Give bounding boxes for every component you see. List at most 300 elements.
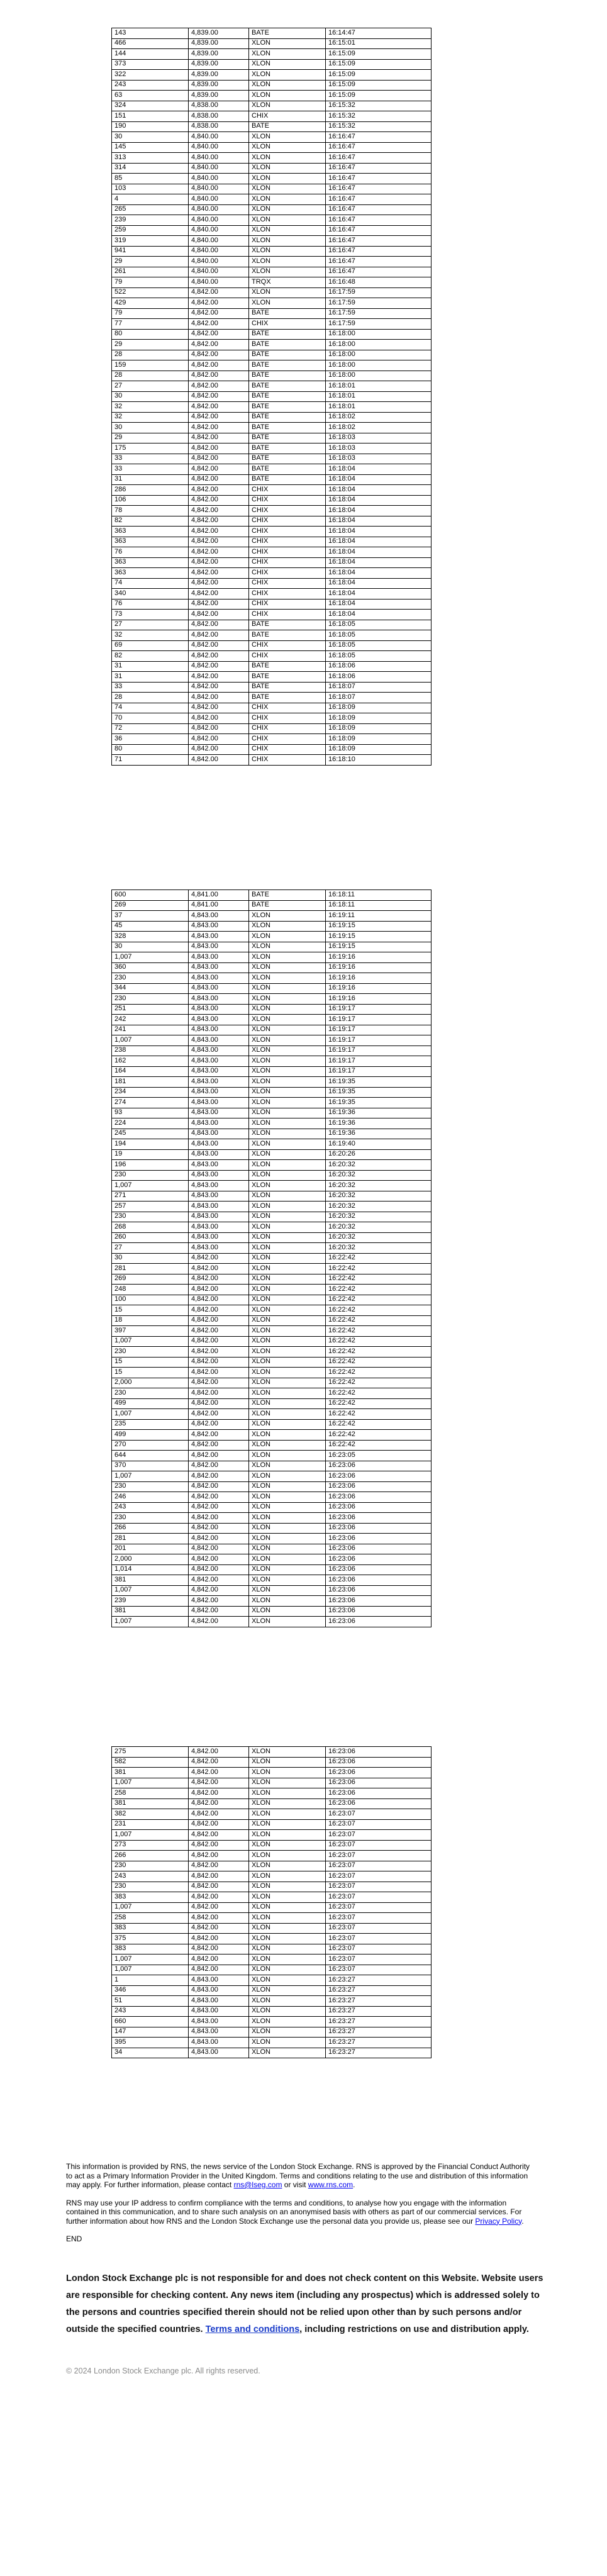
price-cell: 4,842.00 [189, 1295, 249, 1305]
venue-cell: XLON [249, 962, 326, 973]
table-row [112, 1285, 432, 1295]
table-row [112, 1388, 432, 1399]
venue-cell: XLON [249, 1778, 326, 1788]
table-row [112, 1902, 432, 1913]
venue-cell: XLON [249, 1902, 326, 1913]
volume-cell: 78 [112, 506, 189, 516]
price-cell: 4,842.00 [189, 1768, 249, 1778]
price-cell: 4,842.00 [189, 1840, 249, 1851]
volume-cell: 231 [112, 1819, 189, 1830]
volume-cell: 63 [112, 91, 189, 101]
venue-cell: CHIX [249, 744, 326, 755]
price-cell: 4,842.00 [189, 1902, 249, 1913]
price-cell: 4,842.00 [189, 1285, 249, 1295]
time-cell: 16:19:17 [326, 1066, 432, 1077]
venue-cell: XLON [249, 2048, 326, 2058]
price-cell: 4,842.00 [189, 547, 249, 558]
price-cell: 4,842.00 [189, 1809, 249, 1820]
table-row [112, 49, 432, 60]
rns-website-link[interactable]: www.rns.com [308, 2180, 354, 2189]
price-cell: 4,840.00 [189, 257, 249, 267]
price-cell: 4,842.00 [189, 412, 249, 423]
table-row [112, 464, 432, 475]
venue-cell: XLON [249, 1243, 326, 1254]
time-cell: 16:18:00 [326, 350, 432, 360]
price-cell: 4,843.00 [189, 1139, 249, 1150]
venue-cell: XLON [249, 994, 326, 1005]
volume-cell: 258 [112, 1788, 189, 1799]
time-cell: 16:23:06 [326, 1585, 432, 1596]
table-row [112, 557, 432, 568]
volume-cell: 235 [112, 1419, 189, 1430]
volume-cell: 281 [112, 1264, 189, 1274]
time-cell: 16:18:11 [326, 900, 432, 911]
table-row [112, 1502, 432, 1513]
venue-cell: BATE [249, 890, 326, 901]
volume-cell: 230 [112, 1861, 189, 1871]
venue-cell: XLON [249, 1747, 326, 1758]
venue-cell: BATE [249, 381, 326, 392]
venue-cell: XLON [249, 942, 326, 952]
price-cell: 4,842.00 [189, 713, 249, 724]
table-row [112, 1451, 432, 1461]
venue-cell: XLON [249, 1098, 326, 1108]
venue-cell: BATE [249, 423, 326, 433]
price-cell: 4,842.00 [189, 1471, 249, 1482]
time-cell: 16:20:32 [326, 1160, 432, 1171]
time-cell: 16:23:06 [326, 1596, 432, 1607]
time-cell: 16:22:42 [326, 1388, 432, 1399]
price-cell: 4,838.00 [189, 111, 249, 122]
volume-cell: 27 [112, 381, 189, 392]
price-cell: 4,842.00 [189, 1315, 249, 1326]
venue-cell: XLON [249, 1585, 326, 1596]
table-row [112, 59, 432, 70]
price-cell: 4,842.00 [189, 298, 249, 309]
volume-cell: 266 [112, 1851, 189, 1861]
table-row [112, 2027, 432, 2038]
table-row [112, 651, 432, 662]
time-cell: 16:23:07 [326, 1892, 432, 1903]
volume-cell: 274 [112, 1098, 189, 1108]
volume-cell: 270 [112, 1440, 189, 1451]
venue-cell: XLON [249, 215, 326, 226]
price-cell: 4,842.00 [189, 1934, 249, 1944]
time-cell: 16:23:07 [326, 1871, 432, 1882]
price-cell: 4,842.00 [189, 1596, 249, 1607]
table-row [112, 921, 432, 932]
price-cell: 4,843.00 [189, 952, 249, 963]
time-cell: 16:22:42 [326, 1409, 432, 1420]
time-cell: 16:19:17 [326, 1015, 432, 1025]
volume-cell: 273 [112, 1840, 189, 1851]
price-cell: 4,840.00 [189, 236, 249, 247]
volume-cell: 466 [112, 38, 189, 49]
table-row [112, 568, 432, 579]
price-cell: 4,843.00 [189, 1066, 249, 1077]
time-cell: 16:16:47 [326, 267, 432, 277]
venue-cell: XLON [249, 1617, 326, 1627]
time-cell: 16:20:32 [326, 1212, 432, 1222]
venue-cell: CHIX [249, 589, 326, 599]
venue-cell: XLON [249, 1202, 326, 1212]
time-cell: 16:23:07 [326, 1965, 432, 1975]
time-cell: 16:18:04 [326, 568, 432, 579]
time-cell: 16:22:42 [326, 1368, 432, 1378]
table-row [112, 329, 432, 340]
table-row [112, 2038, 432, 2048]
table-row [112, 111, 432, 122]
venue-cell: XLON [249, 132, 326, 143]
table-row [112, 703, 432, 713]
table-row [112, 1851, 432, 1861]
price-cell: 4,843.00 [189, 2048, 249, 2058]
volume-cell: 33 [112, 682, 189, 693]
price-cell: 4,842.00 [189, 599, 249, 610]
price-cell: 4,840.00 [189, 204, 249, 215]
volume-cell: 275 [112, 1747, 189, 1758]
volume-cell: 363 [112, 537, 189, 547]
volume-cell: 660 [112, 2017, 189, 2027]
venue-cell: BATE [249, 121, 326, 132]
venue-cell: BATE [249, 661, 326, 672]
price-cell: 4,843.00 [189, 1025, 249, 1035]
table-row [112, 1513, 432, 1524]
volume-cell: 33 [112, 464, 189, 475]
table-row [112, 1045, 432, 1056]
time-cell: 16:23:07 [326, 1934, 432, 1944]
venue-cell: XLON [249, 1461, 326, 1471]
venue-cell: XLON [249, 1975, 326, 1986]
rns-email-link[interactable]: rns@lseg.com [233, 2180, 282, 2189]
table-row [112, 1430, 432, 1441]
volume-cell: 30 [112, 132, 189, 143]
price-cell: 4,842.00 [189, 454, 249, 464]
table-row [112, 1398, 432, 1409]
price-cell: 4,843.00 [189, 1098, 249, 1108]
price-cell: 4,842.00 [189, 1798, 249, 1809]
time-cell: 16:22:42 [326, 1357, 432, 1368]
table-row [112, 1788, 432, 1799]
price-cell: 4,842.00 [189, 1430, 249, 1441]
table-row [112, 911, 432, 922]
time-cell: 16:18:00 [326, 371, 432, 381]
volume-cell: 258 [112, 1913, 189, 1924]
volume-cell: 85 [112, 174, 189, 184]
time-cell: 16:18:11 [326, 890, 432, 901]
time-cell: 16:23:27 [326, 2006, 432, 2017]
time-cell: 16:18:05 [326, 630, 432, 641]
terms-and-conditions-link[interactable]: Terms and conditions [205, 2324, 300, 2334]
volume-cell: 15 [112, 1368, 189, 1378]
table-row [112, 1554, 432, 1565]
venue-cell: XLON [249, 1045, 326, 1056]
table-row [112, 174, 432, 184]
volume-cell: 243 [112, 1871, 189, 1882]
time-cell: 16:19:16 [326, 973, 432, 984]
volume-cell: 190 [112, 121, 189, 132]
time-cell: 16:19:35 [326, 1098, 432, 1108]
time-cell: 16:23:06 [326, 1768, 432, 1778]
venue-cell: BATE [249, 672, 326, 683]
table-row [112, 1481, 432, 1492]
price-cell: 4,842.00 [189, 360, 249, 371]
price-cell: 4,843.00 [189, 1181, 249, 1191]
time-cell: 16:23:07 [326, 1902, 432, 1913]
volume-cell: 28 [112, 350, 189, 360]
table-row [112, 1326, 432, 1337]
volume-cell: 248 [112, 1285, 189, 1295]
venue-cell: XLON [249, 1368, 326, 1378]
venue-cell: XLON [249, 1564, 326, 1575]
price-cell: 4,842.00 [189, 1409, 249, 1420]
time-cell: 16:23:27 [326, 2048, 432, 2058]
table-row [112, 1861, 432, 1871]
time-cell: 16:18:07 [326, 693, 432, 703]
table-row [112, 640, 432, 651]
price-cell: 4,843.00 [189, 1129, 249, 1139]
venue-cell: CHIX [249, 557, 326, 568]
price-cell: 4,843.00 [189, 2038, 249, 2048]
volume-cell: 143 [112, 28, 189, 39]
venue-cell: XLON [249, 1025, 326, 1035]
time-cell: 16:23:27 [326, 2027, 432, 2038]
venue-cell: XLON [249, 267, 326, 277]
volume-cell: 79 [112, 308, 189, 319]
volume-cell: 241 [112, 1025, 189, 1035]
price-cell: 4,843.00 [189, 1222, 249, 1233]
price-cell: 4,842.00 [189, 1861, 249, 1871]
volume-cell: 324 [112, 101, 189, 111]
price-cell: 4,843.00 [189, 911, 249, 922]
table-row [112, 1985, 432, 1996]
price-cell: 4,842.00 [189, 381, 249, 392]
price-cell: 4,842.00 [189, 755, 249, 766]
table-row [112, 350, 432, 360]
venue-cell: XLON [249, 1606, 326, 1617]
volume-cell: 76 [112, 599, 189, 610]
table-row [112, 423, 432, 433]
time-cell: 16:23:06 [326, 1798, 432, 1809]
venue-cell: CHIX [249, 527, 326, 537]
venue-cell: CHIX [249, 599, 326, 610]
table-row [112, 1798, 432, 1809]
volume-cell: 243 [112, 80, 189, 91]
time-cell: 16:18:04 [326, 610, 432, 620]
price-cell: 4,842.00 [189, 1264, 249, 1274]
price-cell: 4,843.00 [189, 921, 249, 932]
price-cell: 4,840.00 [189, 194, 249, 205]
venue-cell: XLON [249, 1492, 326, 1503]
time-cell: 16:17:59 [326, 287, 432, 298]
table-row [112, 474, 432, 485]
time-cell: 16:17:59 [326, 319, 432, 330]
time-cell: 16:18:05 [326, 651, 432, 662]
venue-cell: XLON [249, 1819, 326, 1830]
time-cell: 16:23:06 [326, 1544, 432, 1554]
time-cell: 16:18:04 [326, 599, 432, 610]
price-cell: 4,842.00 [189, 1882, 249, 1892]
rns-info-paragraph: This information is provided by RNS, the news service of the London Stock Exchange. RNS is approved by the Financial Conduct Authority to act as a Primary Information Provider in the United Kingdom. Terms and conditions relating to the use and distribution of this information may apply. For further information, please contact rns@lseg.com or visit www.rns.com. [66, 2162, 530, 2189]
price-cell: 4,843.00 [189, 1975, 249, 1986]
price-cell: 4,842.00 [189, 578, 249, 589]
volume-cell: 34 [112, 2048, 189, 2058]
price-cell: 4,842.00 [189, 1326, 249, 1337]
price-cell: 4,842.00 [189, 464, 249, 475]
price-cell: 4,842.00 [189, 1461, 249, 1471]
volume-cell: 271 [112, 1191, 189, 1202]
volume-cell: 259 [112, 225, 189, 236]
volume-cell: 941 [112, 246, 189, 257]
table-row [112, 1768, 432, 1778]
table-row [112, 578, 432, 589]
privacy-policy-link[interactable]: Privacy Policy [475, 2216, 522, 2226]
volume-cell: 151 [112, 111, 189, 122]
time-cell: 16:23:07 [326, 1819, 432, 1830]
price-cell: 4,839.00 [189, 38, 249, 49]
price-cell: 4,842.00 [189, 1368, 249, 1378]
table-row [112, 1025, 432, 1035]
venue-cell: XLON [249, 1871, 326, 1882]
table-row [112, 1264, 432, 1274]
volume-cell: 373 [112, 59, 189, 70]
time-cell: 16:19:36 [326, 1118, 432, 1129]
time-cell: 16:22:42 [326, 1378, 432, 1388]
price-cell: 4,842.00 [189, 1923, 249, 1934]
venue-cell: CHIX [249, 713, 326, 724]
table-row [112, 661, 432, 672]
time-cell: 16:19:40 [326, 1139, 432, 1150]
venue-cell: XLON [249, 2017, 326, 2027]
time-cell: 16:20:32 [326, 1191, 432, 1202]
table-row [112, 506, 432, 516]
venue-cell: XLON [249, 1108, 326, 1118]
price-cell: 4,840.00 [189, 215, 249, 226]
venue-cell: XLON [249, 142, 326, 153]
volume-cell: 239 [112, 215, 189, 226]
table-row [112, 1892, 432, 1903]
volume-cell: 313 [112, 153, 189, 164]
time-cell: 16:23:27 [326, 1975, 432, 1986]
venue-cell: CHIX [249, 651, 326, 662]
venue-cell: XLON [249, 1295, 326, 1305]
price-cell: 4,843.00 [189, 1077, 249, 1088]
time-cell: 16:18:04 [326, 495, 432, 506]
table-row [112, 1944, 432, 1954]
volume-cell: 328 [112, 932, 189, 942]
table-row [112, 1819, 432, 1830]
table-row [112, 1139, 432, 1150]
time-cell: 16:16:47 [326, 204, 432, 215]
volume-cell: 382 [112, 1809, 189, 1820]
volume-cell: 74 [112, 578, 189, 589]
venue-cell: XLON [249, 1575, 326, 1586]
table-row [112, 1871, 432, 1882]
table-row [112, 153, 432, 164]
venue-cell: XLON [249, 1788, 326, 1799]
table-row [112, 1202, 432, 1212]
price-cell: 4,842.00 [189, 693, 249, 703]
table-row [112, 1564, 432, 1575]
time-cell: 16:23:06 [326, 1778, 432, 1788]
volume-cell: 82 [112, 651, 189, 662]
table-row [112, 1347, 432, 1358]
time-cell: 16:18:01 [326, 381, 432, 392]
volume-cell: 1,014 [112, 1564, 189, 1575]
volume-cell: 261 [112, 267, 189, 277]
volume-cell: 322 [112, 70, 189, 81]
table-row [112, 1975, 432, 1986]
price-cell: 4,842.00 [189, 1253, 249, 1264]
time-cell: 16:18:10 [326, 755, 432, 766]
volume-cell: 269 [112, 900, 189, 911]
table-row [112, 80, 432, 91]
table-row [112, 1440, 432, 1451]
venue-cell: XLON [249, 1232, 326, 1243]
time-cell: 16:16:47 [326, 163, 432, 174]
volume-cell: 246 [112, 1492, 189, 1503]
table-row [112, 1181, 432, 1191]
venue-cell: XLON [249, 287, 326, 298]
time-cell: 16:15:09 [326, 80, 432, 91]
time-cell: 16:23:07 [326, 1954, 432, 1965]
venue-cell: CHIX [249, 319, 326, 330]
volume-cell: 77 [112, 319, 189, 330]
venue-cell: XLON [249, 1191, 326, 1202]
table-row [112, 547, 432, 558]
table-row [112, 298, 432, 309]
time-cell: 16:15:09 [326, 59, 432, 70]
time-cell: 16:18:09 [326, 703, 432, 713]
time-cell: 16:20:32 [326, 1243, 432, 1254]
price-cell: 4,842.00 [189, 1357, 249, 1368]
price-cell: 4,843.00 [189, 942, 249, 952]
volume-cell: 260 [112, 1232, 189, 1243]
time-cell: 16:16:47 [326, 142, 432, 153]
time-cell: 16:23:06 [326, 1575, 432, 1586]
price-cell: 4,842.00 [189, 474, 249, 485]
table-row [112, 163, 432, 174]
price-cell: 4,842.00 [189, 402, 249, 413]
venue-cell: XLON [249, 1882, 326, 1892]
venue-cell: XLON [249, 911, 326, 922]
time-cell: 16:23:06 [326, 1757, 432, 1768]
time-cell: 16:22:42 [326, 1398, 432, 1409]
table-row [112, 1253, 432, 1264]
table-row [112, 1840, 432, 1851]
time-cell: 16:23:27 [326, 1996, 432, 2007]
time-cell: 16:19:35 [326, 1077, 432, 1088]
table-row [112, 983, 432, 994]
venue-cell: XLON [249, 174, 326, 184]
venue-cell: XLON [249, 2027, 326, 2038]
venue-cell: XLON [249, 1118, 326, 1129]
volume-cell: 370 [112, 1461, 189, 1471]
volume-cell: 2,000 [112, 1554, 189, 1565]
price-cell: 4,842.00 [189, 1757, 249, 1768]
time-cell: 16:16:47 [326, 153, 432, 164]
volume-cell: 79 [112, 277, 189, 288]
time-cell: 16:19:16 [326, 962, 432, 973]
volume-cell: 319 [112, 236, 189, 247]
time-cell: 16:19:16 [326, 983, 432, 994]
end-label: END [66, 2234, 82, 2243]
table-row [112, 1596, 432, 1607]
price-cell: 4,842.00 [189, 1819, 249, 1830]
venue-cell: XLON [249, 298, 326, 309]
price-cell: 4,843.00 [189, 1232, 249, 1243]
venue-cell: XLON [249, 1315, 326, 1326]
